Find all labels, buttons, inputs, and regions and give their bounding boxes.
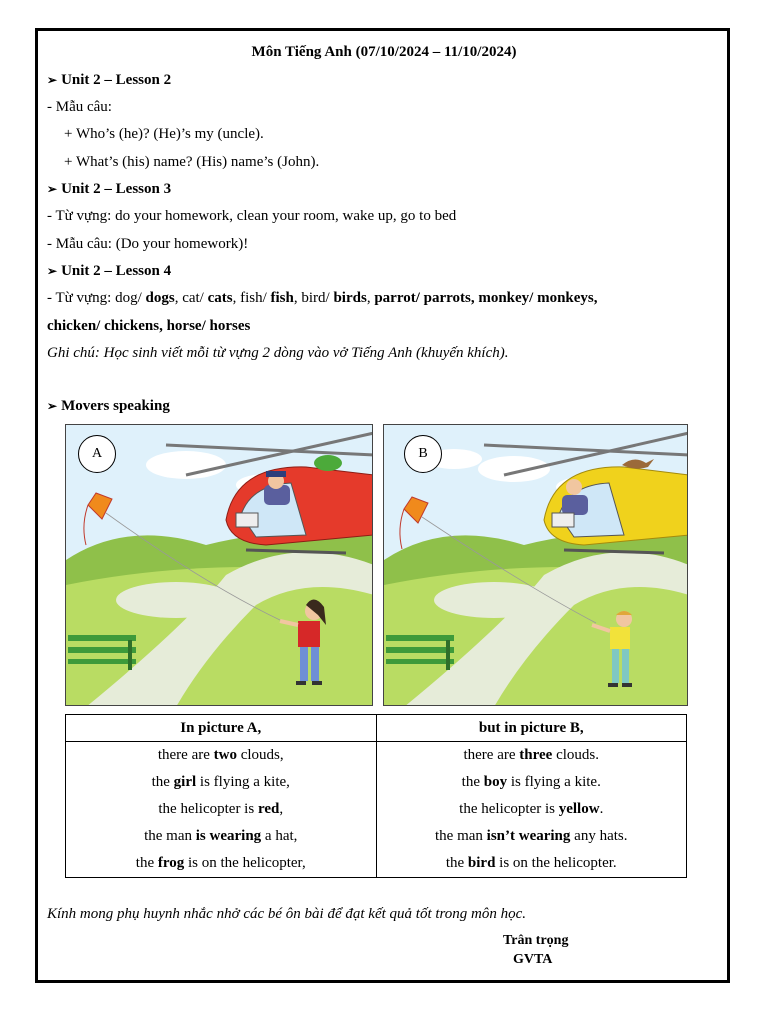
cloud <box>478 456 550 482</box>
cell-text: two <box>213 747 237 763</box>
lesson3-vocab: - Từ vựng: do your homework, clean your room, wake up, go to bed <box>47 208 457 224</box>
cell-picture-b <box>376 850 687 878</box>
vocab-word: , <box>366 290 375 306</box>
vocab-word: dog/ <box>115 290 146 306</box>
cell-picture-a <box>66 823 377 850</box>
lesson4-vocab-line2: chicken/ chickens, horse/ horses <box>47 318 251 334</box>
cell-text: isn’t wearing <box>486 828 571 844</box>
cell-picture-a <box>66 796 377 823</box>
arrow-bullet-icon: ➢ <box>47 399 58 413</box>
cell-text: the <box>461 774 484 790</box>
vocab-word: cats <box>207 290 233 306</box>
pilot <box>562 495 588 515</box>
cell-text: three <box>519 747 553 763</box>
signature: GVTA <box>513 952 553 967</box>
cell-text: bird <box>467 855 496 871</box>
cell-text: a hat, <box>261 828 298 844</box>
cell-picture-b <box>376 823 687 850</box>
vocab-word: , fish/ <box>232 290 271 306</box>
column-header-a: In picture A, <box>66 715 377 742</box>
lesson3-heading: ➢ Unit 2 – Lesson 3 <box>47 181 172 197</box>
cell-picture-b <box>376 742 687 770</box>
comparison-body <box>66 742 687 878</box>
cell-picture-a <box>66 769 377 796</box>
lesson4-heading: ➢ Unit 2 – Lesson 4 <box>47 263 172 279</box>
path <box>434 582 554 618</box>
cell-text: is flying a kite. <box>507 774 601 790</box>
regards: Trân trọng <box>503 933 569 948</box>
vocab-word: parrot/ parrots, monkey/ monkeys, <box>374 290 598 306</box>
picture-b <box>383 424 688 706</box>
cell-text: the <box>135 855 158 871</box>
vocab-word: dogs <box>145 290 175 306</box>
pilot-hat <box>266 471 286 477</box>
cell-text: yellow <box>558 801 600 817</box>
cell-text: there are <box>463 747 520 763</box>
cell-text: the <box>151 774 174 790</box>
lesson4-note: Ghi chú: Học sinh viết mỗi từ vựng 2 dòng vào vở Tiếng Anh (khuyến khích). <box>47 345 509 361</box>
cell-text: boy <box>483 774 508 790</box>
table-row <box>66 850 687 878</box>
vocab-words <box>115 290 597 306</box>
lesson2-pattern-label: - Mẫu câu: <box>47 99 112 115</box>
cell-text: is flying a kite, <box>196 774 290 790</box>
cell-picture-b <box>376 769 687 796</box>
table-row <box>66 823 687 850</box>
arrow-bullet-icon: ➢ <box>47 182 58 196</box>
lesson2-pattern-2: + What’s (his) name? (His) name’s (John). <box>64 154 320 170</box>
arrow-bullet-icon: ➢ <box>47 264 58 278</box>
frog <box>314 455 342 471</box>
cell-text: the <box>445 855 468 871</box>
cell-text: is on the helicopter. <box>495 855 617 871</box>
cell-text: the helicopter is <box>158 801 258 817</box>
cell-picture-b <box>376 796 687 823</box>
cell-text: there are <box>157 747 214 763</box>
vocab-word: , bird/ <box>293 290 334 306</box>
table-row <box>66 742 687 770</box>
cell-picture-a <box>66 850 377 878</box>
path <box>116 582 236 618</box>
picture-b-badge: B <box>404 435 442 473</box>
comparison-table <box>65 714 687 878</box>
cell-text: the man <box>144 828 196 844</box>
arrow-bullet-icon: ➢ <box>47 73 58 87</box>
cell-text: clouds, <box>236 747 284 763</box>
page-title: Môn Tiếng Anh (07/10/2024 – 11/10/2024) <box>251 44 517 60</box>
picture-a <box>65 424 373 706</box>
picture-a-badge: A <box>78 435 116 473</box>
cell-text: girl <box>173 774 197 790</box>
cell-text: . <box>599 801 604 817</box>
cell-text: is on the helicopter, <box>184 855 306 871</box>
lesson4-vocab-line1: - Từ vựng: dog/ dogs, cat/ cats, fish/ fish, bird/ birds, parrot/ parrots, monkey/ monkeys, <box>47 290 598 306</box>
cell-picture-a <box>66 742 377 770</box>
cell-text: clouds. <box>552 747 599 763</box>
vocab-word: birds <box>333 290 367 306</box>
cell-text: is wearing <box>195 828 262 844</box>
table-header-row <box>66 715 687 742</box>
vocab-word: , cat/ <box>174 290 208 306</box>
cell-text: , <box>279 801 284 817</box>
picture-a-scene <box>66 425 373 706</box>
lesson3-pattern: - Mẫu câu: (Do your homework)! <box>47 236 249 252</box>
table-row <box>66 769 687 796</box>
lesson2-pattern-1: + Who’s (he)? (He)’s my (uncle). <box>64 126 264 142</box>
cell-text: any hats. <box>570 828 628 844</box>
speaking-heading: ➢ Movers speaking <box>47 398 170 414</box>
cell-text: the man <box>435 828 487 844</box>
lesson2-heading: ➢ Unit 2 – Lesson 2 <box>47 72 172 88</box>
parent-reminder: Kính mong phụ huynh nhắc nhở các bé ôn bài để đạt kết quả tốt trong môn học. <box>47 906 527 922</box>
cell-text: the helicopter is <box>459 801 559 817</box>
vocab-word: fish <box>270 290 294 306</box>
cell-text: red <box>257 801 280 817</box>
column-header-b: but in picture B, <box>376 715 687 742</box>
cell-text: frog <box>157 855 185 871</box>
table-row <box>66 796 687 823</box>
